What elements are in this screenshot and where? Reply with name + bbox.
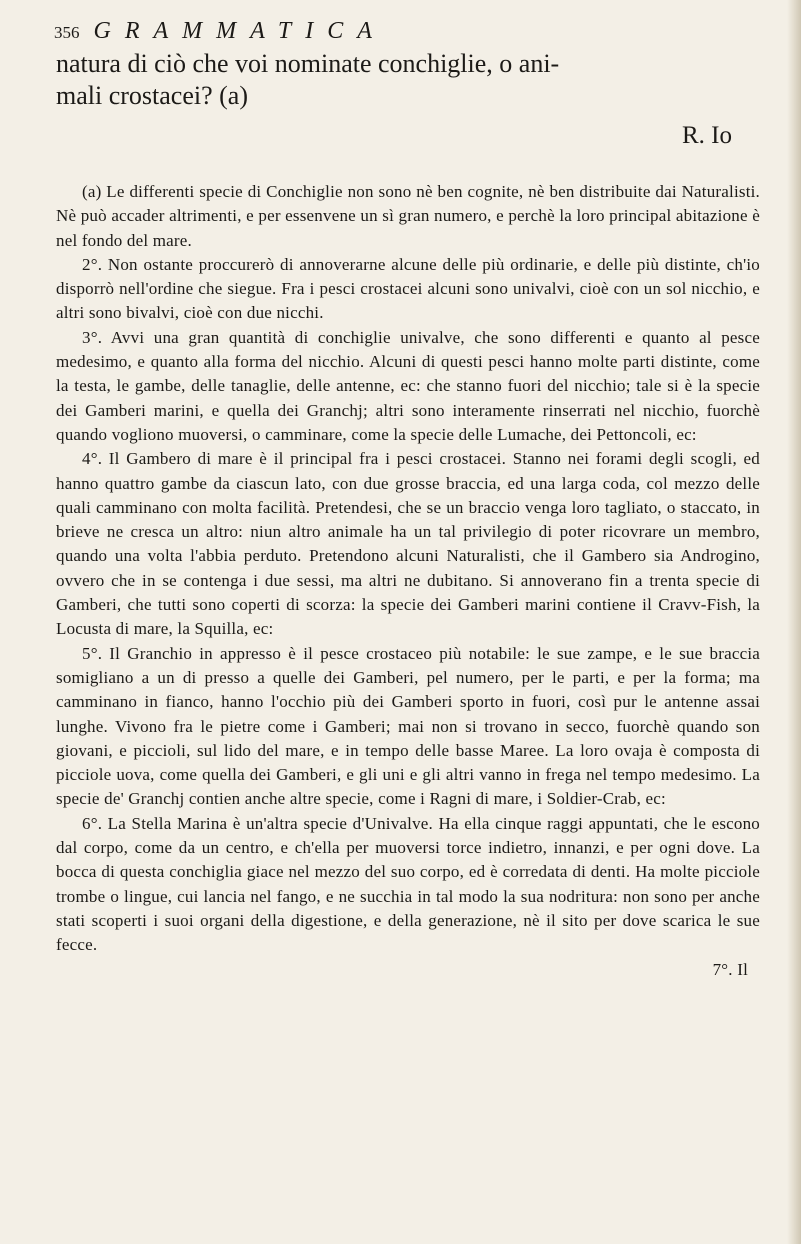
intro-text — [56, 48, 736, 112]
running-head — [54, 18, 484, 48]
footnote-paragraph: 2°. Non ostante proccurerò di annoverarne alcune delle più ordinarie, e delle più distinte, ch'io disporrò nell'ordine che siegue. Fra i pesci crostacei alcuni sono univalvi, cioè con un sol nicchio, e altri sono bivalvi, cioè con due nicchi. — [56, 254, 760, 323]
footnote-paragraph: 6°. La Stella Marina è un'altra specie d'Univalve. Ha ella cinque raggi appuntati, che le escono dal corpo, come da un centro, e ch'ella per muoversi torce indietro, innanzi, e per ogni dove. La bocca di questa conchiglia giace nel mezzo del suo corpo, ed è corredata di denti. Ha molte picciole trombe o lingue, cui lancia nel fango, e ne succhia in tal modo la sua nodritura: non sono per anche stati scoperti i suoi organi della digestione, e della generazione, nè il sito per dove scarica le sue fecce. — [56, 813, 760, 955]
intro-line-2: mali crostacei? (a) — [56, 81, 248, 110]
intro-line-1: natura di ciò che voi nominate conchiglie, o ani- — [56, 49, 560, 78]
footnote-paragraph: 5°. Il Granchio in appresso è il pesce crostaceo più notabile: le sue zampe, e le sue braccia somigliano a un di presso a quelle dei Gamberi, pel numero, per le parti, e per la forma; ma camminano in fianco, hanno l'occhio più dei Gamberi sporto in fuori, così pur le antenne assai lunghe. Vivono fra le pietre come i Gamberi; mai non si trovano in secco, fuorchè quando son giovani, e piccioli, sul lido del mare, e in tempo delle basse Maree. La loro ovaja è composta di picciole uova, come quella dei Gamberi, e gli uni e gli altri vanno in frega nel tempo medesimo. La specie de' Granchj contien anche altre specie, come i Ragni di mare, i Soldier-Crab, ec: — [56, 643, 760, 809]
footnote-paragraph: (a) Le differenti specie di Conchiglie non sono nè ben cognite, nè ben distribuite dai Naturalisti. Nè può accader altrimenti, e per essenvene un sì gran numero, e perchè la loro principal abitazione è nel fondo del mare. — [56, 182, 760, 250]
footnote-paragraph: 3°. Avvi una gran quantità di conchiglie univalve, che sono differenti e quanto al pesce medesimo, e quanto alla forma del nicchio. Alcuni di questi pesci hanno molte parti distinte, come la testa, le gambe, delle tanaglie, delle antenne, ec: che stanno fuori del nicchio; tale si è la specie dei Gamberi marini, e quella dei Granchj; altri sono interamente rinserrati nel nicchio, fuorchè quando vogliono muoversi, o camminare, come la specie delle Lumache, dei Pettoncoli, ec: — [56, 327, 760, 444]
catchword: 7°. Il — [712, 959, 748, 979]
speaker-label: R. Io — [682, 122, 732, 149]
page-edge-shadow — [787, 0, 801, 1244]
running-title: GRAMMATICA — [93, 18, 386, 44]
page-number: 356 — [54, 23, 80, 42]
footnotes — [56, 180, 760, 982]
footnote-paragraph: 4°. Il Gambero di mare è il principal fra i pesci crostacei. Stanno nei forami degli scogli, ed hanno quattro gambe da ciascun lato, con due grosse braccia, ed una larga coda, col mezzo delle quali camminano con molta facilità. Pretendesi, che se un braccio venga loro tagliato, o staccato, in brieve ne cresca un altro: niun altro animale ha un tal privilegio di poter ricovrare un membro, quando una volta l'abbia perduto. Pretendono alcuni Naturalisti, che il Gambero sia Androgino, ovvero che in se contenga i due sessi, ma altri ne dubitano. Si annoverano fin a trenta specie di Gamberi, che tutti sono coperti di scorza: la specie dei Gamberi marini contiene il Cravv-Fish, la Locusta di mare, la Squilla, ec: — [56, 449, 760, 639]
